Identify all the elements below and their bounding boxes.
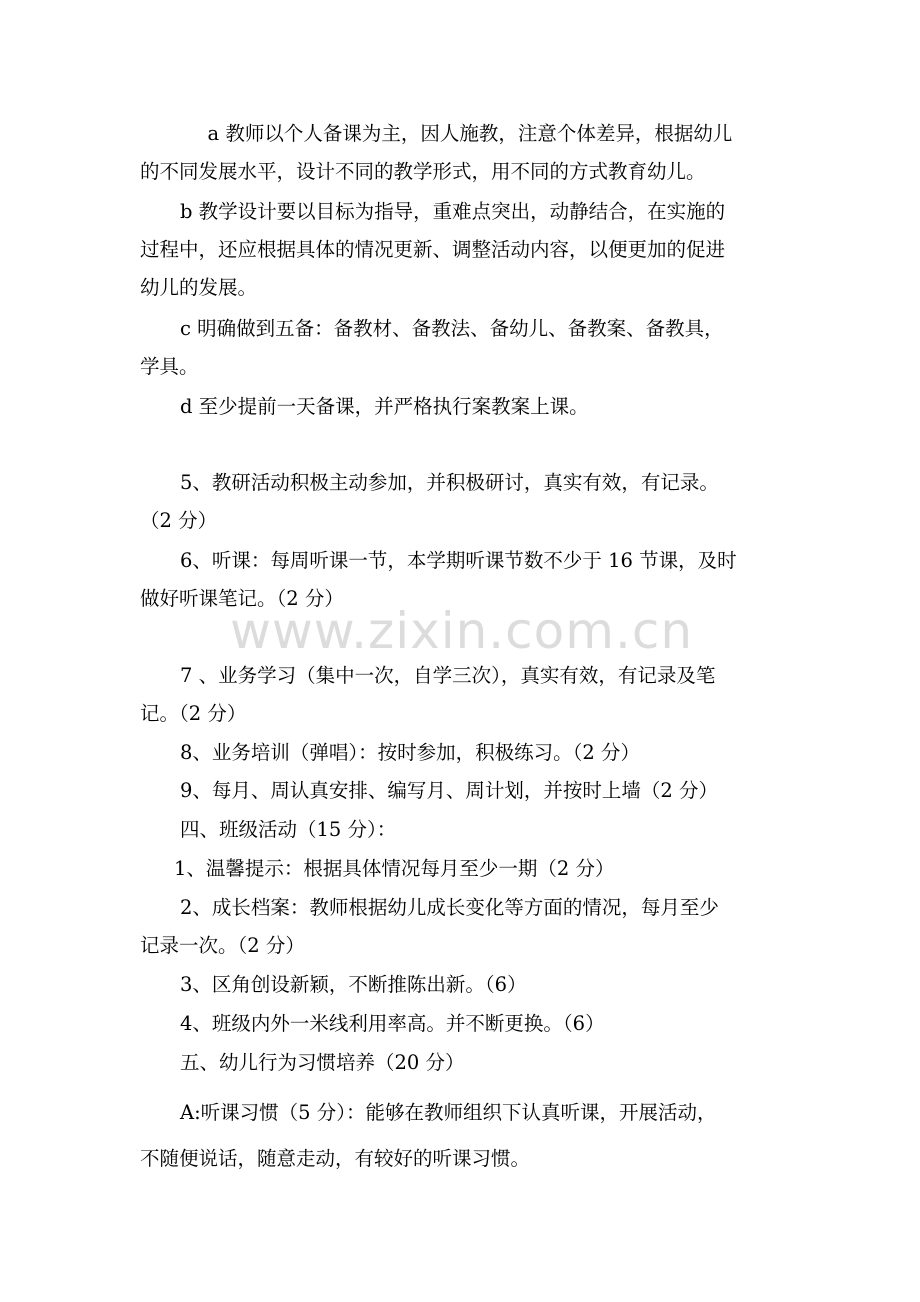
paragraph-line: 五、幼儿行为习惯培养（20 分） <box>180 1051 465 1074</box>
item-8 <box>140 734 790 772</box>
paragraph-line: 过程中，还应根据具体的情况更新、调整活动内容，以便更加的促进 <box>140 238 726 261</box>
paragraph-line: 3、区角创设新颖，不断推陈出新。（6） <box>180 973 527 996</box>
section-5-heading <box>140 1044 790 1082</box>
paragraph-line: 做好听课笔记。（2 分） <box>140 587 344 610</box>
paragraph-line: 6、听课：每周听课一节，本学期听课节数不少于 16 节课，及时 <box>180 549 737 572</box>
item-5 <box>140 464 790 540</box>
paragraph-line: 四、班级活动（15 分）： <box>180 818 397 841</box>
item-4-1 <box>140 850 790 888</box>
section-4-heading <box>140 811 790 849</box>
item-4-3 <box>140 966 790 1004</box>
item-9 <box>140 772 790 810</box>
paragraph-line: b 教学设计要以目标为指导，重难点突出，动静结合，在实施的 <box>180 200 726 223</box>
paragraph-line: 学具。 <box>140 355 199 378</box>
paragraph-line: 7 、业务学习（集中一次，自学三次），真实有效，有记录及笔 <box>180 664 716 687</box>
paragraph-line: d 至少提前一天备课，并严格执行案教案上课。 <box>180 395 589 418</box>
paragraph-b <box>140 193 790 307</box>
paragraph-line: 5、教研活动积极主动参加，并积极研讨，真实有效，有记录。 <box>180 471 719 494</box>
paragraph-c <box>140 310 790 386</box>
item-4-4 <box>140 1005 790 1043</box>
item-4-2 <box>140 889 790 965</box>
paragraph-line: 8、业务培训（弹唱）：按时参加，积极练习。（2 分） <box>180 741 641 764</box>
watermark: www.zixin.com.cn <box>230 602 694 660</box>
paragraph-line: 的不同发展水平，设计不同的教学形式，用不同的方式教育幼儿。 <box>140 160 706 183</box>
paragraph-line: （2 分） <box>140 509 218 532</box>
paragraph-line: a 教师以个人备课为主，因人施教，注意个体差异，根据幼儿 <box>188 122 733 145</box>
paragraph-line: 1、温馨提示：根据具体情况每月至少一期（2 分） <box>174 857 615 880</box>
paragraph-line: 不随便说话，随意走动，有较好的听课习惯。 <box>140 1147 531 1170</box>
paragraph-line: 记录一次。（2 分） <box>140 934 305 957</box>
paragraph-line: 幼儿的发展。 <box>140 276 258 299</box>
item-5-a <box>140 1090 790 1182</box>
paragraph-line: 记。（2 分） <box>140 702 247 725</box>
paragraph-a <box>140 115 790 191</box>
paragraph-line: 9、每月、周认真安排、编写月、周计划，并按时上墙（2 分） <box>180 779 719 802</box>
paragraph-line: A:听课习惯（5 分）：能够在教师组织下认真听课，开展活动， <box>180 1101 717 1124</box>
paragraph-line: c 明确做到五备：备教材、备教法、备幼儿、备教案、备教具， <box>180 317 724 340</box>
paragraph-line: 2、成长档案：教师根据幼儿成长变化等方面的情况，每月至少 <box>180 896 719 919</box>
paragraph-line: 4、班级内外一米线利用率高。并不断更换。（6） <box>180 1012 605 1035</box>
item-7 <box>140 657 790 733</box>
paragraph-d <box>140 388 790 426</box>
